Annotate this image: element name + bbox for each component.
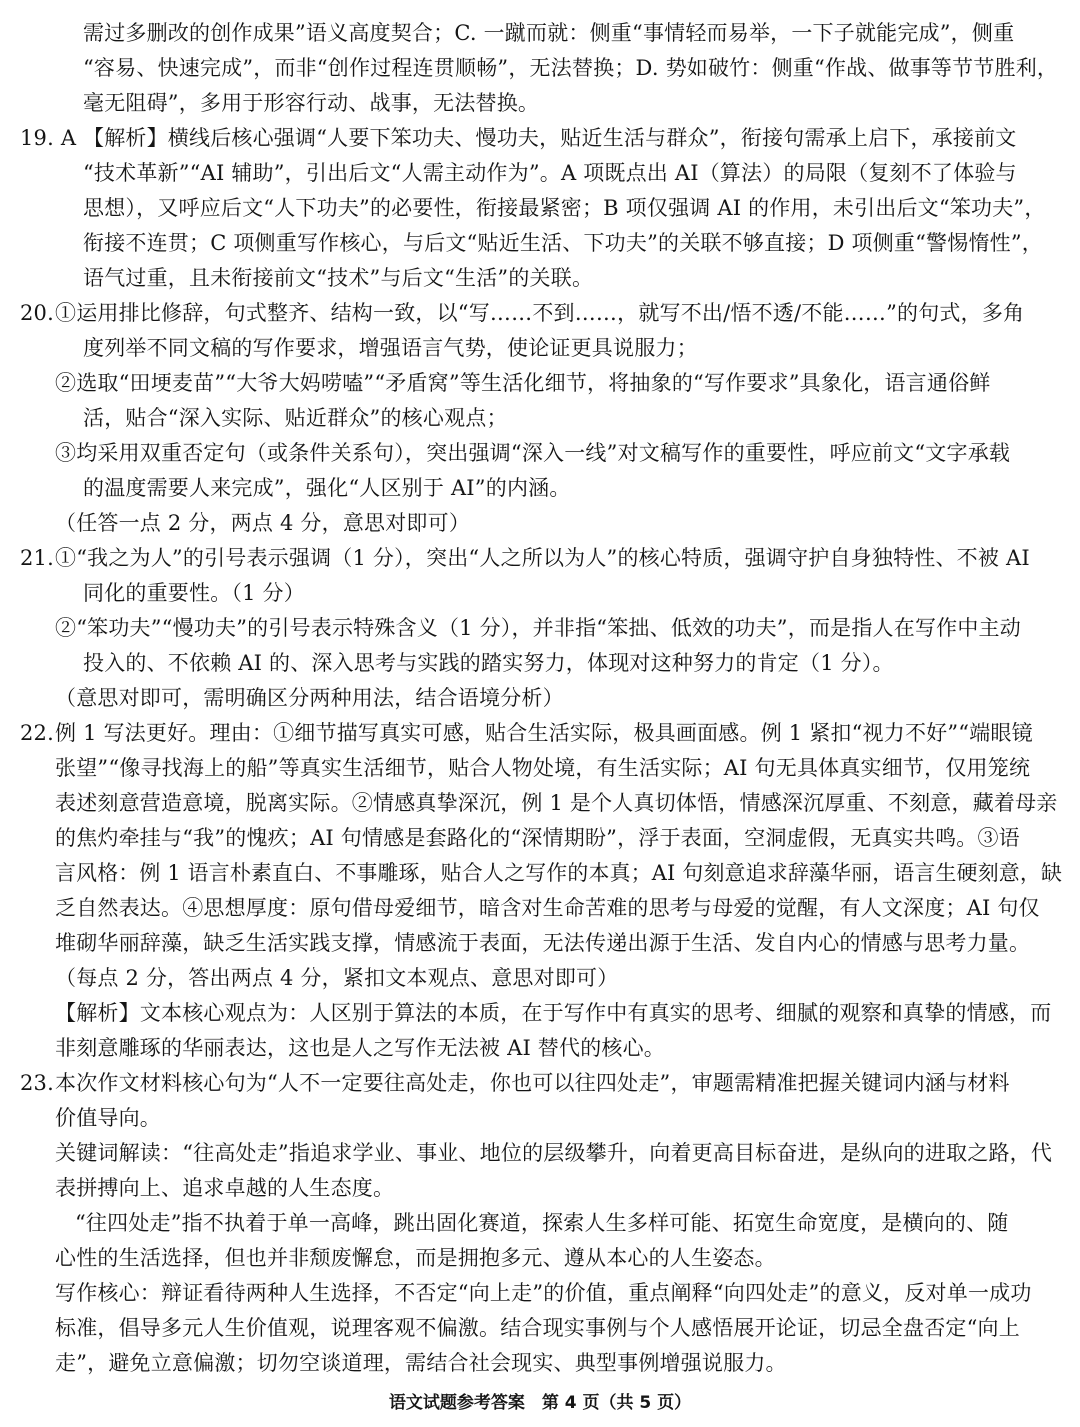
line-text: 投入的、不依赖 AI 的、深入思考与实践的踏实努力，体现对这种努力的肯定（1 分）。: [83, 651, 894, 675]
line-text: 本次作文材料核心句为“人不一定要往高处走，你也可以往四处走”，审题需精准把握关键词内涵与材料: [55, 1071, 1010, 1095]
line-text: 活，贴合“深入实际、贴近群众”的核心观点；: [83, 406, 508, 430]
line-text: 同化的重要性。（1 分）: [83, 581, 305, 605]
line-text: 张望”“像寻找海上的船”等真实生活细节，贴合人物处境，有生活实际；AI 句无具体真实细节，仅用笼统: [55, 756, 1031, 780]
line-text: 标准，倡导多元人生价值观，说理客观不偏激。结合现实事例与个人感悟展开论证，切忌全盘否定“向上: [55, 1316, 1020, 1340]
line-text: 非刻意雕琢的华丽表达，这也是人之写作无法被 AI 替代的核心。: [55, 1036, 666, 1060]
line-text: ①“我之为人”的引号表示强调（1 分），突出“人之所以为人”的核心特质，强调守护自身独特性、不被 AI: [55, 546, 1030, 570]
line-text: 言风格：例 1 语言朴素直白、不事雕琢，贴合人之写作的本真；AI 句刻意追求辞藻华丽，语言生硬刻意，缺: [55, 861, 1063, 885]
question-number: 19. A: [20, 126, 77, 150]
line-text: 堆砌华丽辞藻，缺乏生活实践支撑，情感流于表面，无法传递出源于生活、发自内心的情感与思考力量。: [55, 931, 1031, 955]
question-number: 21.: [20, 546, 54, 570]
line-text: 价值导向。: [55, 1106, 161, 1130]
line-text: 心性的生活选择，但也并非颓废懈怠，而是拥抱多元、遵从本心的人生姿态。: [55, 1246, 776, 1270]
line-text: 毫无阻碍”，多用于形容行动、战事，无法替换。: [83, 91, 540, 115]
line-text: 需过多删改的创作成果”语义高度契合；C. 一蹴而就：侧重“事情轻而易举，一下子就能完成”，侧重: [83, 21, 1015, 45]
page-footer: 语文试题参考答案 第 4 页（共 5 页）: [388, 1393, 692, 1413]
line-text: ③均采用双重否定句（或条件关系句），突出强调“深入一线”对文稿写作的重要性，呼应前文“文字承载: [55, 441, 1011, 465]
line-text: “容易、快速完成”，而非“创作过程连贯顺畅”，无法替换；D. 势如破竹：侧重“作战、做事等节节胜利，: [83, 56, 1059, 80]
question-number: 23.: [20, 1071, 54, 1095]
question-number: 20.: [20, 301, 54, 325]
line-text: 表述刻意营造意境，脱离实际。②情感真挚深沉，例 1 是个人真切体悟，情感深沉厚重、不刻意，藏着母亲: [55, 791, 1058, 815]
line-text: ②选取“田埂麦苗”“大爷大妈唠嗑”“矛盾窝”等生活化细节，将抽象的“写作要求”具象化，语言通俗鲜: [55, 371, 991, 395]
line-text: “技术革新”“AI 辅助”，引出后文“人需主动作为”。A 项既点出 AI（算法）的局限（复刻不了体验与: [83, 161, 1017, 185]
line-text: 衔接不连贯；C 项侧重写作核心，与后文“贴近生活、下功夫”的关联不够直接；D 项侧重“警惕惰性”，: [83, 231, 1043, 255]
question-number: 22.: [20, 721, 54, 745]
line-text: 乏自然表达。④思想厚度：原句借母爱细节，暗含对生命苦难的思考与母爱的觉醒，有人文深度；AI 句仅: [55, 896, 1040, 920]
line-text: 表拼搏向上、追求卓越的人生态度。: [55, 1176, 395, 1200]
line-text: 写作核心：辩证看待两种人生选择，不否定“向上走”的价值，重点阐释“向四处走”的意义，反对单一成功: [55, 1281, 1032, 1305]
line-text: 思想），又呼应后文“人下功夫”的必要性，衔接最紧密；B 项仅强调 AI 的作用，未引出后文“笨功夫”，: [83, 196, 1046, 220]
line-text: （任答一点 2 分，两点 4 分，意思对即可）: [55, 511, 471, 535]
line-text: 例 1 写法更好。理由：①细节描写真实可感，贴合生活实际，极具画面感。例 1 紧扣“视力不好”“端眼镜: [55, 721, 1033, 745]
line-text: “往四处走”指不执着于单一高峰，跳出固化赛道，探索人生多样可能、拓宽生命宽度，是横向的、随: [75, 1211, 1009, 1235]
line-text: ①运用排比修辞，句式整齐、结构一致，以“写……不到……，就写不出/悟不透/不能……”的句式，多角: [55, 301, 1025, 325]
line-text: 度列举不同文稿的写作要求，增强语言气势，使论证更具说服力；: [83, 336, 698, 360]
line-text: ②“笨功夫”“慢功夫”的引号表示特殊含义（1 分），并非指“笨拙、低效的功夫”，而是指人在写作中主动: [55, 616, 1021, 640]
line-text: 的温度需要人来完成”，强化“人区别于 AI”的内涵。: [83, 476, 571, 500]
line-text: 语气过重，且未衔接前文“技术”与后文“生活”的关联。: [83, 266, 594, 290]
line-text: 走”，避免立意偏激；切勿空谈道理，需结合社会现实、典型事例增强说服力。: [55, 1351, 787, 1375]
line-text: （意思对即可，需明确区分两种用法，结合语境分析）: [55, 686, 564, 710]
line-text: 【解析】横线后核心强调“人要下笨功夫、慢功夫，贴近生活与群众”，衔接句需承上启下，承接前文: [83, 126, 1017, 150]
line-text: 关键词解读：“往高处走”指追求学业、事业、地位的层级攀升，向着更高目标奋进，是纵向的进取之路，代: [55, 1141, 1053, 1165]
line-text: 【解析】文本核心观点为：人区别于算法的本质，在于写作中有真实的思考、细腻的观察和真挚的情感，而: [55, 1001, 1052, 1025]
line-text: （每点 2 分，答出两点 4 分，紧扣文本观点、意思对即可）: [55, 966, 619, 990]
line-text: 的焦灼牵挂与“我”的愧疚；AI 句情感是套路化的“深情期盼”，浮于表面，空洞虚假，无真实共鸣。③语: [55, 826, 1020, 850]
